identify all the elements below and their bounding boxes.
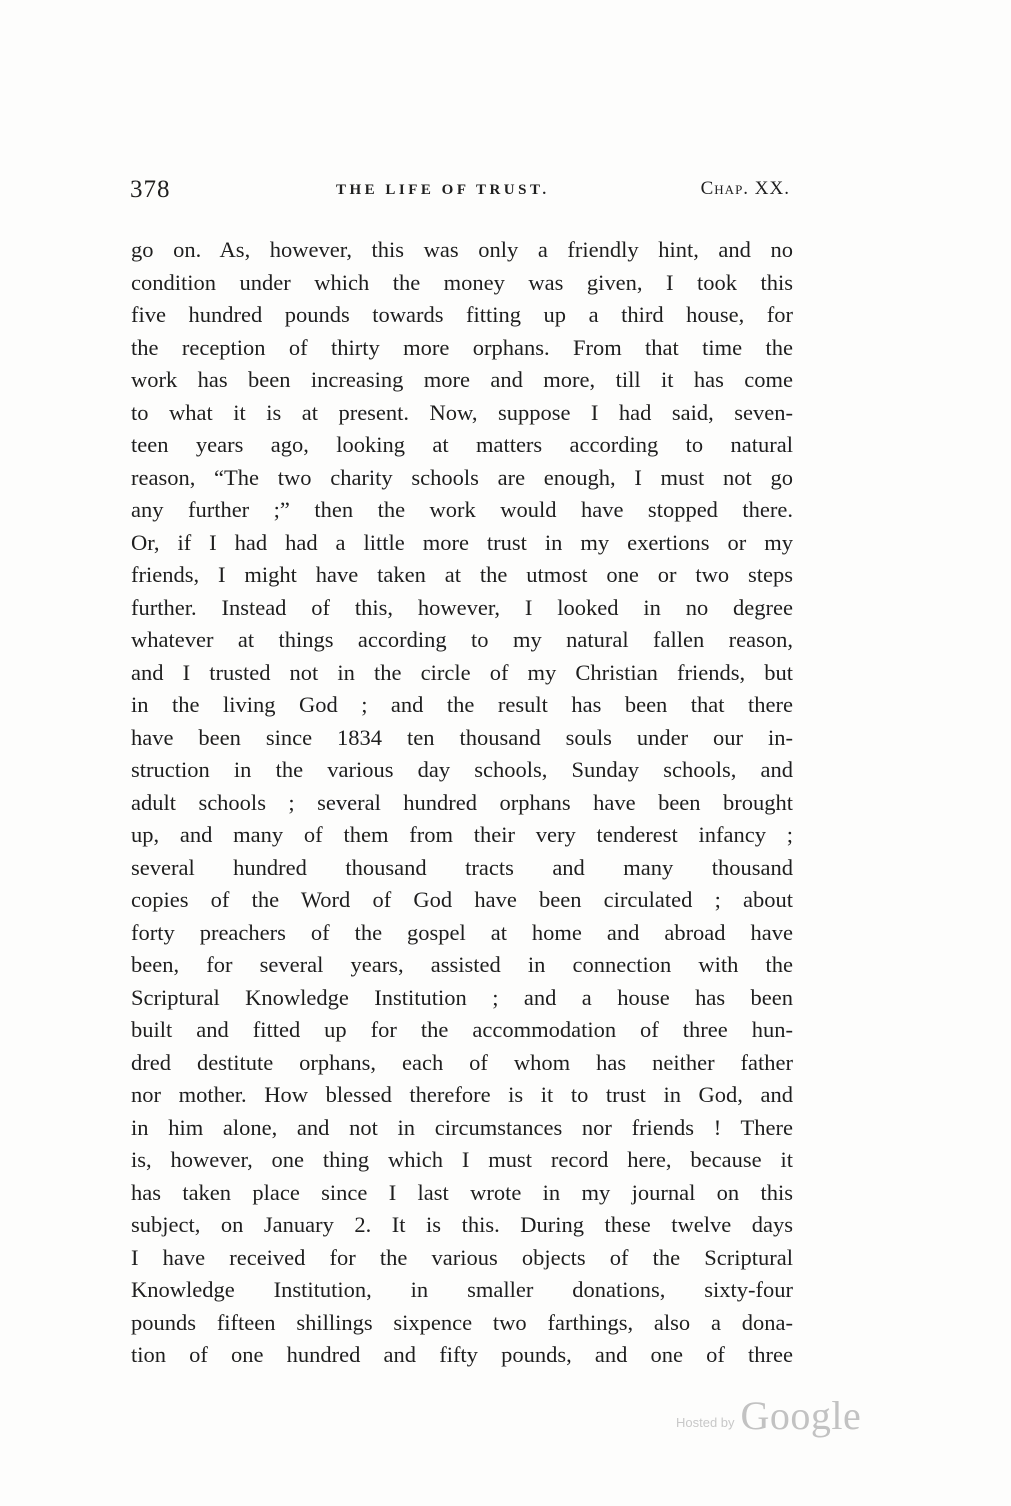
watermark-prefix: Hosted by bbox=[676, 1415, 735, 1430]
text-line: have been since 1834 ten thousand souls under our in- bbox=[131, 724, 793, 750]
text-line: struction in the various day schools, Sunday schools, and bbox=[131, 757, 793, 782]
text-line: up, and many of them from their very tenderest infancy ; bbox=[131, 822, 793, 847]
text-line: in him alone, and not in circumstances nor friends ! There bbox=[131, 1114, 793, 1140]
body-text bbox=[131, 234, 793, 1372]
text-line: pounds fifteen shillings sixpence two farthings, also a dona- bbox=[131, 1309, 793, 1335]
text-line: whatever at things according to my natural fallen reason, bbox=[131, 627, 793, 652]
text-line: any further ;” then the work would have stopped there. bbox=[131, 497, 793, 522]
text-line: further. Instead of this, however, I looked in no degree bbox=[131, 594, 793, 620]
text-line: work has been increasing more and more, till it has come bbox=[131, 367, 793, 392]
text-line: copies of the Word of God have been circulated ; about bbox=[131, 887, 793, 912]
text-line: been, for several years, assisted in connection with the bbox=[131, 952, 793, 977]
text-line: reason, “The two charity schools are enough, I must not go bbox=[131, 464, 793, 490]
text-line: is, however, one thing which I must record here, because it bbox=[131, 1147, 793, 1172]
text-line: go on. As, however, this was only a friendly hint, and no bbox=[131, 237, 793, 262]
text-line: I have received for the various objects of the Scriptural bbox=[131, 1244, 793, 1270]
text-line: condition under which the money was given, I took this bbox=[131, 269, 793, 295]
running-head bbox=[130, 176, 790, 216]
chapter-label: Chap. XX. bbox=[700, 178, 790, 199]
text-line: Scriptural Knowledge Institution ; and a house has been bbox=[131, 984, 793, 1010]
text-line: has taken place since I last wrote in my journal on this bbox=[131, 1179, 793, 1205]
text-line: and I trusted not in the circle of my Christian friends, but bbox=[131, 659, 793, 685]
text-line: built and fitted up for the accommodation of three hun- bbox=[131, 1017, 793, 1042]
text-line: nor mother. How blessed therefore is it to trust in God, and bbox=[131, 1082, 793, 1107]
text-line: adult schools ; several hundred orphans have been brought bbox=[131, 789, 793, 815]
text-line: to what it is at present. Now, suppose I had said, seven- bbox=[131, 399, 793, 425]
running-title: THE LIFE OF TRUST. bbox=[336, 182, 550, 198]
text-line: teen years ago, looking at matters according to natural bbox=[131, 432, 793, 457]
text-line: dred destitute orphans, each of whom has neither father bbox=[131, 1049, 793, 1075]
text-line: in the living God ; and the result has been that there bbox=[131, 692, 793, 717]
text-line: the reception of thirty more orphans. From that time the bbox=[131, 334, 793, 360]
text-line: subject, on January 2. It is this. During these twelve days bbox=[131, 1212, 793, 1237]
page-number: 378 bbox=[130, 176, 171, 203]
text-line: friends, I might have taken at the utmost one or two steps bbox=[131, 562, 793, 587]
text-line: forty preachers of the gospel at home and abroad have bbox=[131, 919, 793, 945]
text-line: several hundred thousand tracts and many thousand bbox=[131, 854, 793, 880]
google-logo: Google bbox=[740, 1393, 862, 1438]
text-line: tion of one hundred and fifty pounds, and one of three bbox=[131, 1342, 793, 1367]
text-line: Or, if I had had a little more trust in my exertions or my bbox=[131, 529, 793, 555]
text-line: Knowledge Institution, in smaller donations, sixty-four bbox=[131, 1277, 793, 1302]
text-line: five hundred pounds towards fitting up a third house, for bbox=[131, 302, 793, 327]
hosted-by-google-watermark bbox=[676, 1388, 861, 1438]
